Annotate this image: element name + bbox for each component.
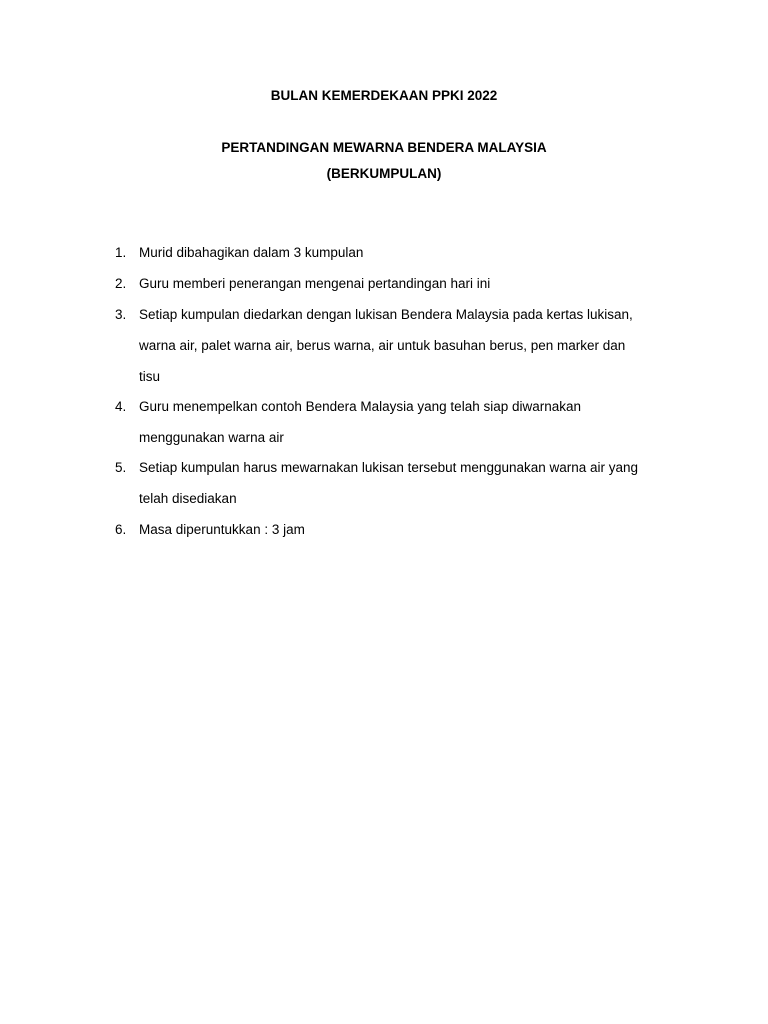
- competition-title: PERTANDINGAN MEWARNA BENDERA MALAYSIA: [221, 140, 547, 155]
- list-item-text: Guru memberi penerangan mengenai pertandingan hari ini: [139, 276, 491, 291]
- list-item-text: tisu: [139, 369, 161, 384]
- competition-category: (BERKUMPULAN): [326, 166, 442, 181]
- list-item-number: 1.: [115, 245, 127, 260]
- list-item-number: 2.: [115, 276, 127, 291]
- list-item-text: Setiap kumpulan harus mewarnakan lukisan tersebut menggunakan warna air yang: [139, 460, 639, 475]
- list-item-number: 4.: [115, 399, 127, 414]
- list-item-text: Setiap kumpulan diedarkan dengan lukisan Bendera Malaysia pada kertas lukisan,: [139, 307, 633, 322]
- list-item-text: menggunakan warna air: [139, 430, 284, 445]
- list-item-text: warna air, palet warna air, berus warna, air untuk basuhan berus, pen marker dan: [139, 338, 626, 353]
- document-title: BULAN KEMERDEKAAN PPKI 2022: [270, 88, 498, 103]
- list-item-text: Murid dibahagikan dalam 3 kumpulan: [139, 245, 364, 260]
- list-item-number: 3.: [115, 307, 127, 322]
- list-item-number: 5.: [115, 460, 127, 475]
- list-item-text: Masa diperuntukkan : 3 jam: [139, 522, 305, 537]
- list-item-number: 6.: [115, 522, 127, 537]
- list-item-text: Guru menempelkan contoh Bendera Malaysia yang telah siap diwarnakan: [139, 399, 582, 414]
- list-item-text: telah disediakan: [139, 491, 237, 506]
